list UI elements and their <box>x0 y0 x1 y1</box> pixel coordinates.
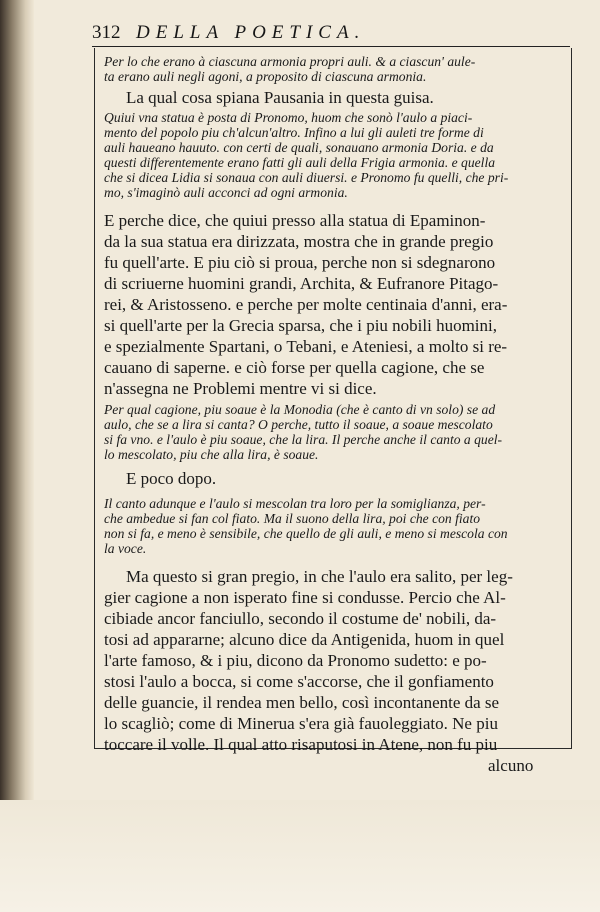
text-line: E perche dice, che quiui presso alla statua di Epaminon- <box>104 211 486 230</box>
text-line: ta erano auli negli agoni, a proposito di ciascuna armonia. <box>104 69 427 84</box>
text-line: tosi ad appararne; alcuno dice da Antigenida, huom in quel <box>104 630 505 649</box>
text-line: Per lo che erano à ciascuna armonia propri auli. & a ciascun' aule- <box>104 54 476 69</box>
book-spine-shadow <box>0 0 34 912</box>
bottom-margin <box>0 800 600 912</box>
text-line: Il canto adunque e l'aulo si mescolan tra loro per la somiglianza, per- <box>104 496 486 511</box>
text-line: E poco dopo. <box>126 469 217 488</box>
page-number: 312 <box>92 22 121 43</box>
text-line: la voce. <box>104 541 147 556</box>
text-line: che ambedue si fan col fiato. Ma il suono della lira, poi che con fiato <box>104 511 481 526</box>
running-head <box>92 22 570 47</box>
text-line: l'arte famoso, & i piu, dicono da Pronomo sudetto: e po- <box>104 651 487 670</box>
text-line: La qual cosa spiana Pausania in questa guisa. <box>126 88 434 107</box>
catchword: alcuno <box>488 756 534 775</box>
text-line: si quell'arte per la Grecia sparsa, che i piu nobili huomini, <box>104 316 498 335</box>
text-line: stosi l'aulo a bocca, si come s'accorse, che il gonfiamento <box>104 672 494 691</box>
text-line: da la sua statua era dirizzata, mostra che in grande pregio <box>104 232 494 251</box>
text-line: lo scagliò; come di Minerua s'era già fauoleggiato. Ne piu <box>104 714 498 733</box>
text-line: Ma questo si gran pregio, in che l'aulo era salito, per leg- <box>126 567 513 586</box>
text-line: fu quell'arte. E piu ciò si proua, perche non si sdegnarono <box>104 253 496 272</box>
text-line: di scriuerne huomini grandi, Archita, & Eufranore Pitago- <box>104 274 499 293</box>
running-title: DELLA POETICA. <box>136 22 366 43</box>
body-paragraph <box>104 566 566 755</box>
text-line: mo, s'imaginò auli acconci ad ogni armonia. <box>104 185 348 200</box>
text-line: che si dicea Lidia si sonaua con auli diuersi. e Pronomo fu quelli, che pri- <box>104 170 509 185</box>
text-line: cauano di saperne. e ciò forse per quella cagione, che se <box>104 358 485 377</box>
text-line: rei, & Aristosseno. e perche per molte centinaia d'anni, era- <box>104 295 508 314</box>
text-line: gier cagione a non isperato fine si condusse. Percio che Al- <box>104 588 506 607</box>
quotation-block <box>104 402 566 462</box>
text-line: auli haueano hauuto. con certi de quali, sonauano armonia Doria. e da <box>104 140 494 155</box>
quotation-block <box>104 54 566 84</box>
quotation-block <box>104 110 566 200</box>
text-line: cibiade ancor fanciullo, secondo il costume de' nobili, da- <box>104 609 497 628</box>
text-line: lo mescolato, piu che alla lira, è soaue. <box>104 447 319 462</box>
body-paragraph <box>104 210 566 399</box>
text-line: mento del popolo piu ch'alcun'altro. Infino a lui gli auleti tre forme di <box>104 125 484 140</box>
intro-line <box>104 468 566 489</box>
text-line: delle guancie, il rendea men bello, così incontanente da se <box>104 693 500 712</box>
text-line: questi differentemente erano fatti gli auli della Frigia armonia. e quella <box>104 155 496 170</box>
text-line: Per qual cagione, piu soaue è la Monodia (che è canto di vn solo) se ad <box>104 402 496 417</box>
text-line: e spezialmente Spartani, o Tebani, e Ateniesi, a molto si re- <box>104 337 508 356</box>
text-line: toccare il volle. Il qual atto risaputosi in Atene, non fu piu <box>104 735 498 754</box>
text-line: si fa vno. e l'aulo è piu soaue, che la lira. Il perche anche il canto a quel- <box>104 432 503 447</box>
text-line: n'assegna ne Problemi mentre vi si dice. <box>104 379 377 398</box>
intro-line <box>104 87 566 108</box>
text-line: aulo, che se a lira si canta? O perche, tutto il soaue, a soaue mescolato <box>104 417 493 432</box>
quotation-block <box>104 496 566 556</box>
text-line: Quiui vna statua è posta di Pronomo, huom che sonò l'aulo a piaci- <box>104 110 473 125</box>
text-line: non si fa, e meno è sensibile, che quello de gli auli, e meno si mescola con <box>104 526 508 541</box>
